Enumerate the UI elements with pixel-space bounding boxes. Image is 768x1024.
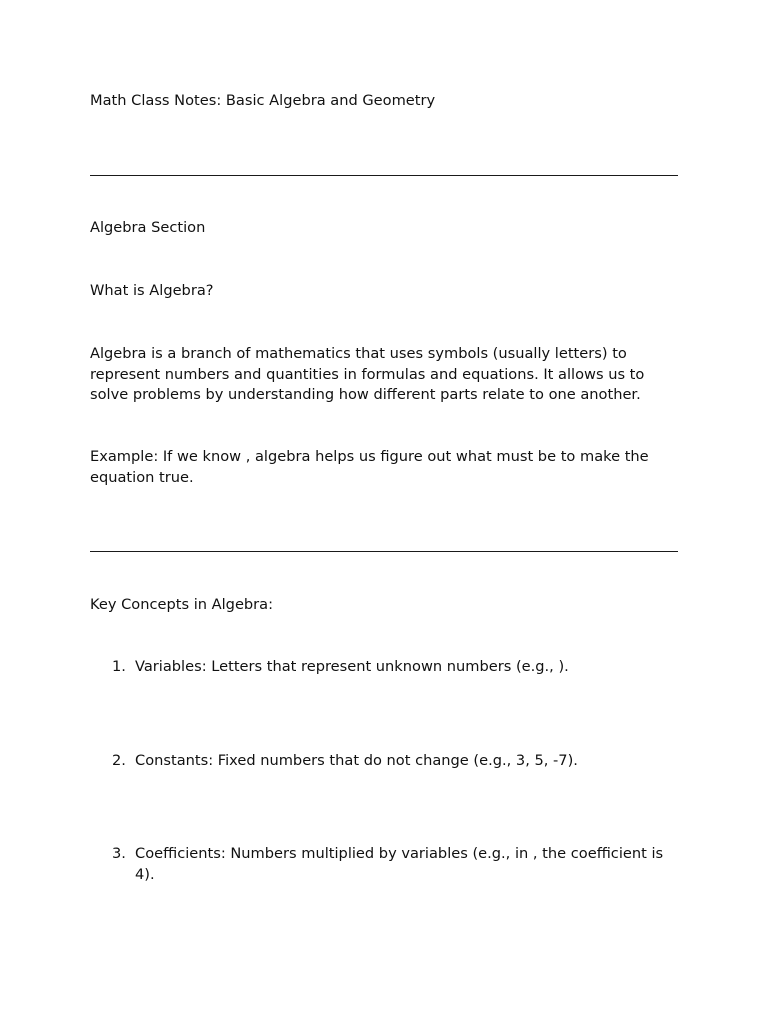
list-item-number: 3. [112, 845, 126, 862]
list-item-text: Constants: Fixed numbers that do not change (e.g., 3, 5, -7). [135, 752, 578, 769]
list-item [90, 844, 678, 885]
list-item [90, 751, 678, 772]
list-item [90, 657, 678, 678]
horizontal-divider [90, 175, 678, 176]
example-line: Example: If we know , algebra helps us figure out what must be to make the [90, 448, 649, 465]
question-heading: What is Algebra? [90, 282, 214, 299]
list-item-text: Variables: Letters that represent unknown numbers (e.g., ). [135, 658, 569, 675]
list-item-number: 1. [112, 658, 126, 675]
horizontal-divider [90, 551, 678, 552]
list-item-text: Coefficients: Numbers multiplied by variables (e.g., in , the coefficient is 4). [135, 845, 664, 883]
section-heading: Algebra Section [90, 219, 206, 236]
definition-paragraph: Algebra is a branch of mathematics that uses symbols (usually letters) to represent numbers and quantities in formulas and equations. It allows us to solve problems by understanding how different parts relate to one another. [90, 345, 645, 404]
key-concepts-heading: Key Concepts in Algebra: [90, 596, 274, 613]
list-item-number: 2. [112, 752, 126, 769]
example-line-continued: equation true. [90, 469, 194, 486]
document-title: Math Class Notes: Basic Algebra and Geometry [90, 92, 436, 109]
